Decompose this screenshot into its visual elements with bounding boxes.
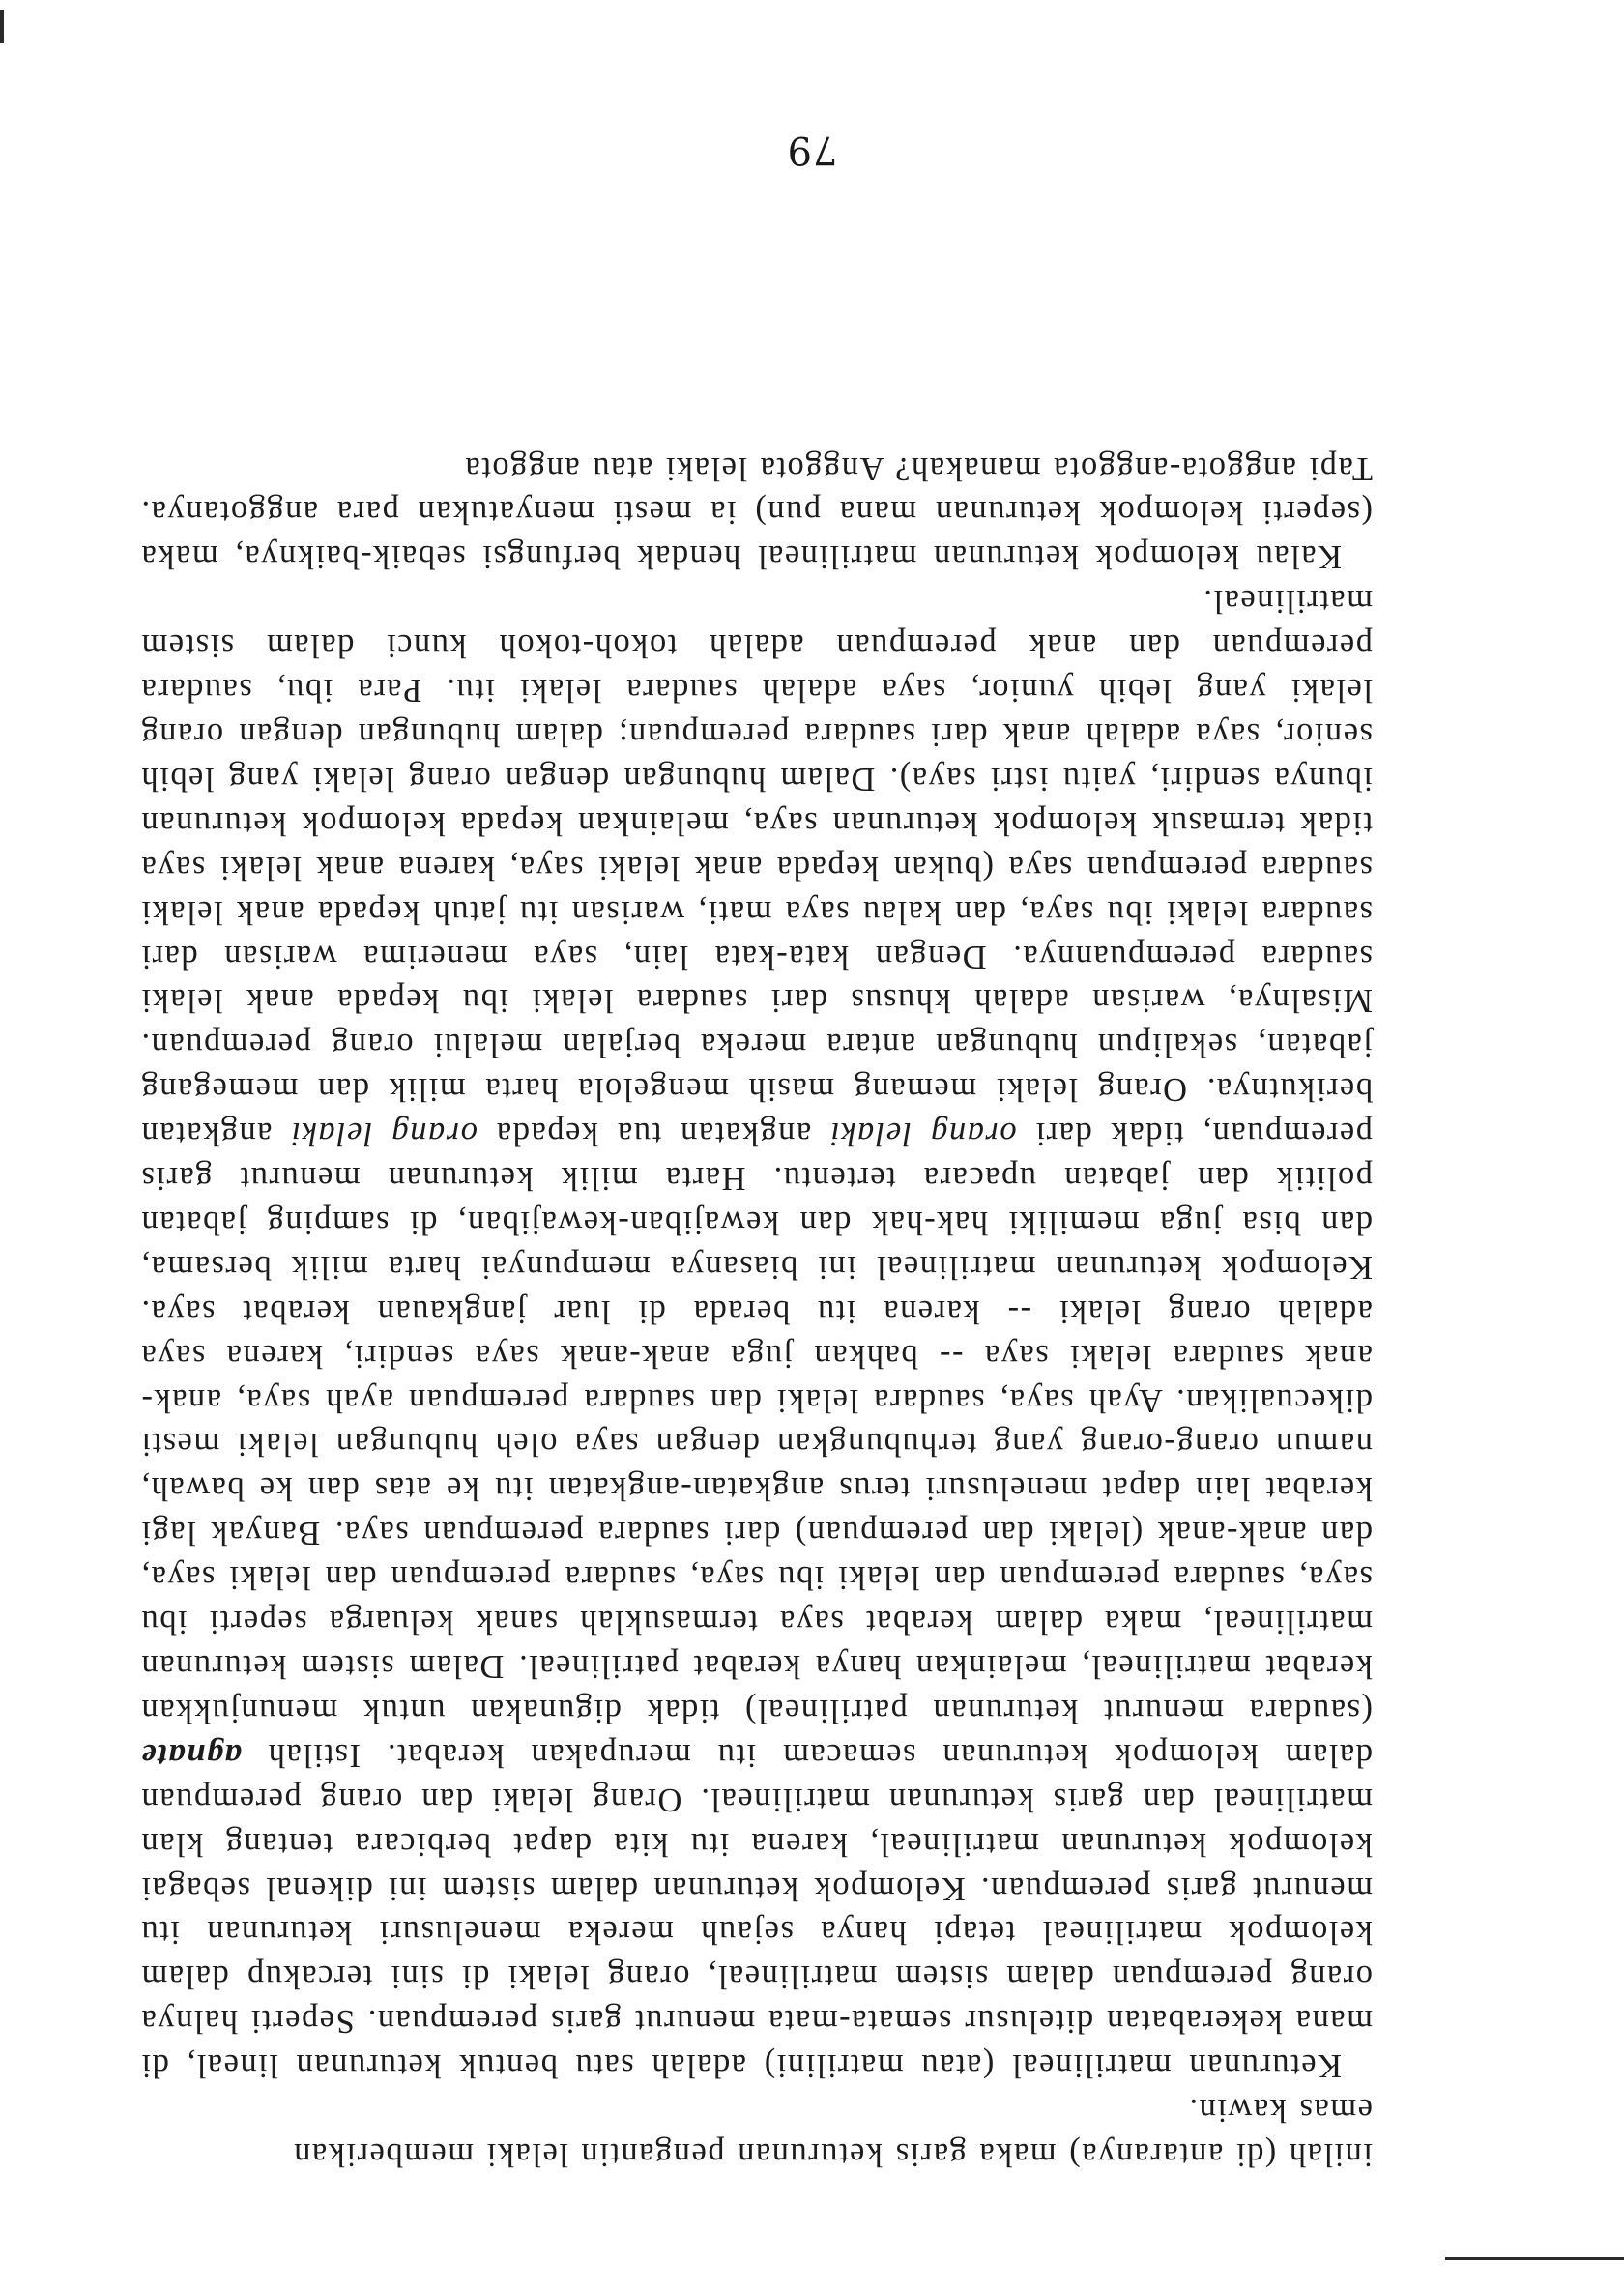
- page-number: 79: [786, 128, 838, 172]
- text-run: angkatan tua kepada: [477, 1116, 829, 1153]
- text-run: Keturunan matrilineal (atau matrilini) adalah satu bentuk keturunan lineal, di mana kekerabatan ditelusur semata-mata menurut garis perempuan. Seperti halnya orang perempuan dalam sistem matrilineal, orang lelaki di sini tercakup dalam kelompok matrilineal tetapi hanya sejauh mereka menelusuri keturunan itu menurut garis perempuan. Kelompok keturunan dalam sistem ini dikenal sebagai kelompok keturunan matrilineal, karena itu kita dapat berbicara tentang klan matrilineal dan garis keturunan matrilineal. Orang lelaki dan orang perempuan dalam kelompok keturunan semacam itu merupakan kerabat. Istilah: [140, 1736, 1373, 2085]
- text-run: (saudara menurut keturunan patrilineal) tidak digunakan untuk menunjukkan kerabat matrilineal, melainkan hanya kerabat patrilineal. Dalam sistem keturunan matrilineal, maka dalam kerabat saya termasuklah sanak keluarga seperti ibu saya, saudara perempuan dan lelaki ibu saya, saudara perempuan dan lelaki saya, dan anak-anak (lelaki dan perempuan) dari saudara perempuan saya. Banyak lagi kerabat lain dapat menelusuri terus angkatan-angkatan itu ke atas dan ke bawah, namun orang-orang yang terhubungkan dengan saya oleh hubungan lelaki mesti dikecualikan. Ayah saya, saudara lelaki dan saudara perempuan ayah saya, anak-anak saudara lelaki saya -- bahkan juga anak-anak saya sendiri, karena saya adalah orang lelaki -- karena itu berada di luar jangkauan kerabat saya. Kelompok keturunan matrilineal ini biasanya mempunyai harta milik bersama, dan bisa juga memiliki hak-hak dan kewajiban-kewajiban, di samping jabatan politik dan jabatan upacara tertentu. Harta milik keturunan menurut garis perempuan, tidak dari: [140, 1116, 1373, 1729]
- text-line: emas kawin.: [1188, 2092, 1373, 2130]
- text-line: inilah (di antaranya) maka garis keturunan pengantin lelaki memberikan: [292, 2136, 1373, 2173]
- paragraph-matrilineal: [140, 578, 1373, 2087]
- paragraph-function: [140, 446, 1373, 579]
- scan-edge-mark: [0, 10, 4, 43]
- scan-edge-line: [1445, 2257, 1624, 2260]
- body-text: [140, 446, 1373, 2176]
- term-agnate: agnate: [140, 1736, 242, 1774]
- term-orang-lelaki: orang lelaki: [289, 1116, 478, 1153]
- paragraph-continuation: [140, 2087, 1373, 2176]
- text-run: angkatan berikutnya. Orang lelaki memang masih mengelola harta milik dan memegang jabatan, sekalipun hubungan antara mereka berjalan melalui orang perempuan. Misalnya, warisan adalah khusus dari saudara lelaki ibu kepada anak lelaki saudara perempuannya. Dengan kata-kata lain, saya menerima warisan dari saudara lelaki ibu saya, dan kalau saya mati, warisan itu jatuh kepada anak lelaki saudara perempuan saya (bukan kepada anak lelaki saya, karena anak lelaki saya tidak termasuk kelompok keturunan saya, melainkan kepada kelompok keturunan ibunya sendiri, yaitu istri saya). Dalam hubungan dengan orang lelaki yang lebih senior, saya adalah anak dari saudara perempuan; dalam hubungan dengan orang lelaki yang lebih yunior, saya adalah saudara lelaki itu. Para ibu, saudara perempuan dan anak perempuan adalah tokoh-tokoh kunci dalam sistem matrilineal.: [140, 583, 1373, 1153]
- term-orang-lelaki: orang lelaki: [828, 1116, 1017, 1153]
- text-run: Kalau kelompok keturunan matrilineal hendak berfungsi sebaik-baiknya, maka (seperti kelompok keturunan mana pun) ia mesti menyatukan para anggotanya. Tapi anggota-anggota manakah? Anggota lelaki atau anggota: [140, 449, 1373, 576]
